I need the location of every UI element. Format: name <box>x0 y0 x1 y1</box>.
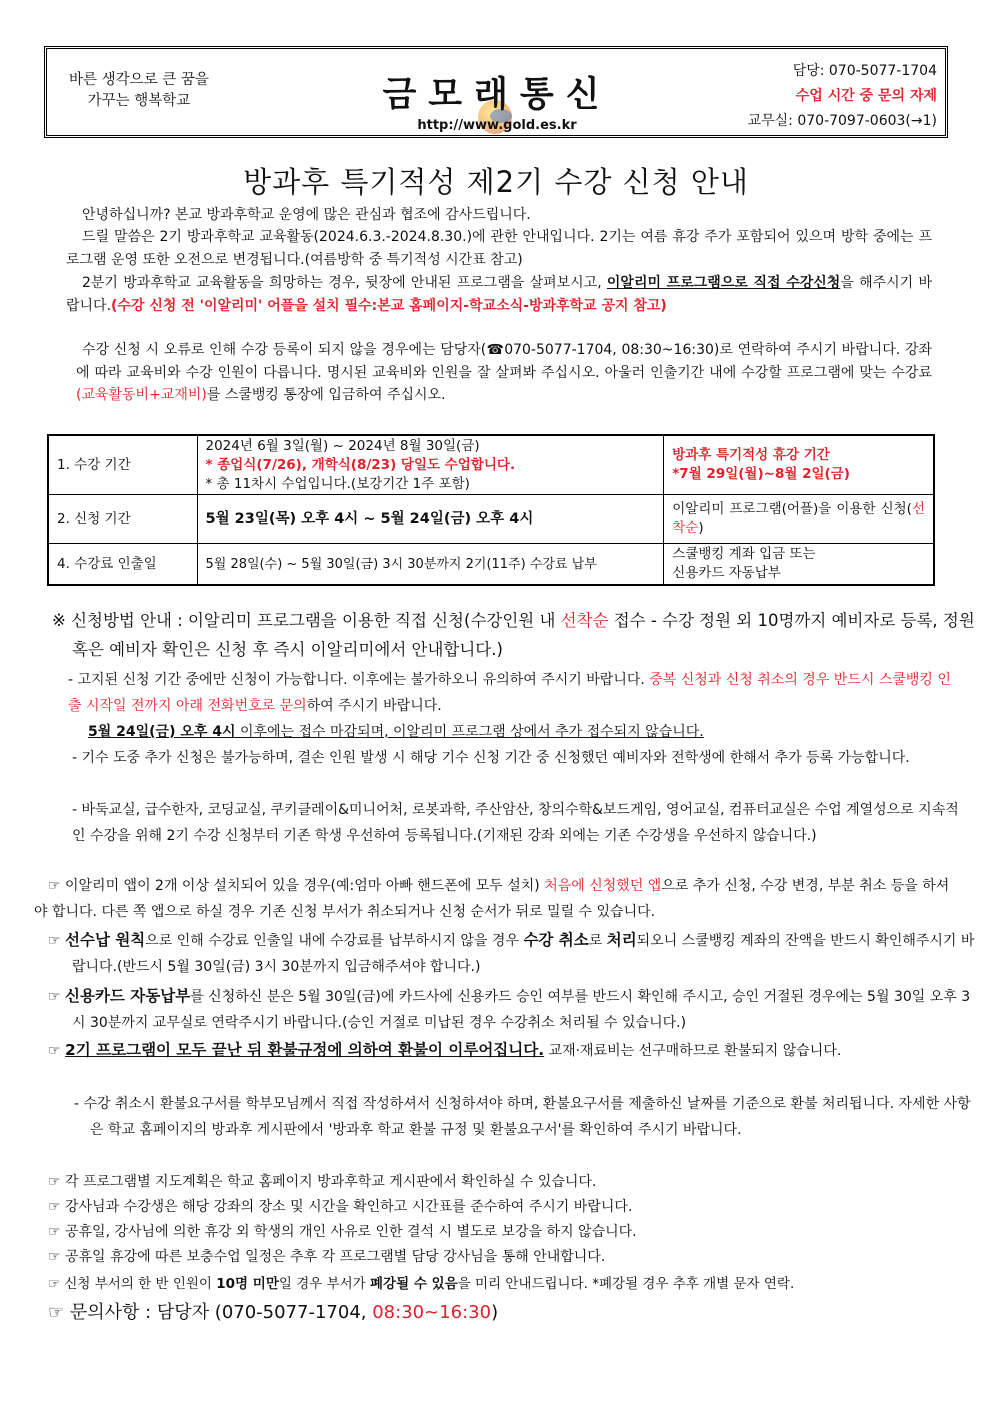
row1-period-dates: 2024년 6월 3일(월) ~ 2024년 8월 30일(금) <box>205 437 480 454</box>
note4-a: ☞ <box>48 1043 66 1059</box>
note10-c: 일 경우 부서가 <box>278 1276 371 1292</box>
note-absence: ☞ 공휴일, 강사님에 의한 휴강 외 학생의 개인 사유로 인한 결석 시 별도로 보강을 하지 않습니다. <box>48 1224 637 1240</box>
method-bullet-4: - 바둑교실, 급수한자, 코딩교실, 쿠키클레이&미니어처, 로봇과학, 주산암산, 창의수학&보드게임, 영어교실, 컴퓨터교실은 수업 계열성으로 지속적인 수강을 위해 2기 수강 신청부터 기존 학생 우선하여 등록됩니다.(기재된 강좌 외에는 기존 수강생을 우선하지 않습니다.) <box>72 802 959 844</box>
method-title <box>52 606 980 664</box>
contact-manager: 담당: 070-5077-1704 <box>792 63 937 79</box>
note1-c: 으로 추가 신청, 수강 변경, 부분 취소 등을 하셔야 합니다. 다른 쪽 앱으로 하실 경우 기존 신청 부서가 취소되거나 신청 순서가 뒤로 밀릴 수 있습니다. <box>34 878 950 920</box>
row3-label: 4. 수강료 인출일 <box>48 544 197 586</box>
note-refund-detail: - 수강 취소시 환불요구서를 학부모님께서 직접 작성하셔서 신청하셔야 하며, 환불요구서를 제출하신 날짜를 기준으로 환불 처리됩니다. 자세한 사항은 학교 홈페이지의 방과후 게시판에서 '방과후 학교 환불 규정 및 환불요구서'를 확인하여 주시기 바랍니다. <box>74 1096 971 1138</box>
school-slogan <box>59 70 219 112</box>
row3-method-line2: 신용카드 자동납부 <box>672 565 781 581</box>
method-bullet-2 <box>88 720 958 746</box>
method-bullet-1 <box>68 668 958 719</box>
note-credit-card <box>48 984 982 1036</box>
note3-c: 를 신청하신 분은 5월 30일(금)에 카드사에 신용카드 승인 여부를 반드시 확인해 주시고, 승인 거절된 경우에는 5월 30일 오후 3시 30분까지 교무실로 연락주시기 바랍니다.(승인 거절로 미납된 경우 수강취소 처리될 수 있습니다.) <box>72 989 971 1031</box>
row2-method <box>664 495 934 544</box>
newsletter-title: 금모래통신 <box>382 75 612 115</box>
method-title-b: 선착순 <box>560 611 609 630</box>
note11-c: ) <box>491 1302 499 1323</box>
note11-a: ☞ 문의사항 : 담당자 (070-5077-1704, <box>48 1302 373 1323</box>
document-title: 방과후 특기적성 제2기 수강 신청 안내 <box>243 165 749 199</box>
newsletter-header <box>44 46 948 138</box>
table-row <box>48 544 934 586</box>
slogan-line2: 가꾸는 행복학교 <box>87 93 191 109</box>
note2-a: ☞ <box>48 933 66 949</box>
row1-period-note2: * 총 11차시 수업입니다.(보강기간 1주 포함) <box>205 475 470 492</box>
row1-holiday-dates: *7월 29일(월)~8월 2일(금) <box>672 466 850 482</box>
row3-method-line1: 스쿨뱅킹 계좌 입금 또는 <box>672 546 816 562</box>
row1-holiday-title: 방과후 특기적성 휴강 기간 <box>672 447 830 463</box>
note4-b: 2기 프로그램이 모두 끝난 뒤 환불규정에 의하여 환불이 이루어집니다. <box>65 1041 545 1059</box>
method-b1-c: 하여 주시기 바랍니다. <box>306 697 442 714</box>
note-app-duplicate <box>34 874 960 925</box>
row2-period: 5월 23일(목) 오후 4시 ~ 5월 24일(금) 오후 4시 <box>197 495 664 544</box>
intro-p3-d: (수강 신청 전 '이알리미' 어플을 설치 필수:본교 홈페이지-학교소식-방과후학교 공지 참고) <box>111 297 667 314</box>
row2-method-a: 이알리미 프로그램(어플)을 이용한 신청( <box>672 501 912 517</box>
note2-g: 되오니 스쿨뱅킹 계좌의 잔액을 반드시 확인해주시기 바랍니다.(반드시 5월 30일(금) 3시 30분까지 입금해주셔야 합니다.) <box>72 933 975 975</box>
intro-p4-a: 수강 신청 시 오류로 인해 수강 등록이 되지 않을 경우에는 담당자(☎070-5077-1704, 08:30~16:30)로 연락하여 주시기 바랍니다. 강좌에 따라 교육비와 수강 인원이 다릅니다. 명시된 교육비와 인원을 잘 살펴봐 주십시오. 아울러 인출기간 내에 수강할 프로그램에 맞는 수강료 <box>76 342 932 381</box>
row1-label: 1. 수강 기간 <box>48 435 197 495</box>
note-closure <box>48 1272 958 1298</box>
note10-b: 10명 미만 <box>216 1276 279 1292</box>
intro-p4-c: 를 스쿨뱅킹 통장에 입금하여 주십시오. <box>206 387 446 403</box>
schedule-table <box>47 434 935 586</box>
intro-paragraph-3 <box>66 272 932 317</box>
method-b2-b: 이후에는 접수 마감되며, 이알리미 프로그램 상에서 추가 접수되지 않습니다. <box>235 724 704 740</box>
row1-period <box>197 435 664 495</box>
contact-warning: 수업 시간 중 문의 자제 <box>795 88 937 104</box>
note3-a: ☞ <box>48 989 66 1005</box>
note2-e: 로 <box>588 933 607 949</box>
row2-method-b: 선착순 <box>672 501 925 536</box>
intro-p3-a: 2분기 방과후학교 교육활동을 희망하는 경우, 뒷장에 안내된 프로그램을 살펴보시고, <box>82 275 607 291</box>
school-url[interactable]: http://www.gold.es.kr <box>417 118 577 133</box>
contact-info <box>748 59 937 134</box>
row2-method-c: ) <box>698 520 704 536</box>
method-b1-a: - 고지된 신청 기간 중에만 신청이 가능합니다. 이후에는 불가하오니 유의하여 주시기 바랍니다. <box>68 672 650 688</box>
note-makeup: ☞ 공휴일 휴강에 따른 보충수업 일정은 추후 각 프로그램별 담당 강사님을 통해 안내합니다. <box>48 1249 606 1265</box>
note1-b: 처음에 신청했던 앱 <box>544 878 662 894</box>
intro-paragraph-2: 드릴 말씀은 2기 방과후학교 교육활동(2024.6.3.-2024.8.30.)에 관한 안내입니다. 2기는 여름 휴강 주가 포함되어 있으며 방학 중에는 프로그램 운영 또한 오전으로 변경됩니다.(여름방학 중 특기적성 시간표 참고) <box>66 229 932 268</box>
note10-d: 폐강될 수 있음 <box>370 1276 458 1292</box>
note2-f: 처리 <box>606 931 637 949</box>
contact-office: 교무실: 070-7097-0603(→1) <box>747 113 937 129</box>
note1-a: ☞ 이알리미 앱이 2개 이상 설치되어 있을 경우(예:엄마 아빠 핸드폰에 모두 설치) <box>48 878 545 894</box>
intro-p3-b: 이알리미 프로그램으로 직접 수강신청 <box>606 275 841 291</box>
row3-method <box>664 544 934 586</box>
note-refund <box>34 1038 960 1065</box>
row2-label: 2. 신청 기간 <box>48 495 197 544</box>
note-inquiry <box>48 1298 958 1328</box>
intro-p4-b: (교육활동비+교재비) <box>76 387 207 403</box>
slogan-line1: 바른 생각으로 큰 꿈을 <box>69 72 209 88</box>
note2-b: 선수납 원칙 <box>65 931 146 949</box>
method-bullet-3: - 기수 도중 추가 신청은 불가능하며, 결손 인원 발생 시 해당 기수 신청 기간 중 신청했던 예비자와 전학생에 한해서 추가 등록 가능합니다. <box>72 750 910 766</box>
row3-period: 5월 28일(수) ~ 5월 30일(금) 3시 30분까지 2기(11주) 수강료 납부 <box>197 544 664 586</box>
intro-greeting: 안녕하십니까? 본교 방과후학교 운영에 많은 관심과 협조에 감사드립니다. <box>82 207 531 223</box>
intro-paragraph-4 <box>76 339 932 407</box>
note2-d: 수강 취소 <box>523 931 589 949</box>
row1-holiday <box>664 435 934 495</box>
note10-e: 을 미리 안내드립니다. *폐강될 경우 추후 개별 문자 연락. <box>457 1276 795 1292</box>
method-title-a: ※ 신청방법 안내 : 이알리미 프로그램을 이용한 직접 신청(수강인원 내 <box>52 611 561 630</box>
note10-a: ☞ 신청 부서의 한 반 인원이 <box>48 1276 217 1292</box>
note4-c: 교재·재료비는 선구매하므로 환불되지 않습니다. <box>544 1043 842 1059</box>
table-row <box>48 435 934 495</box>
intro-p3-c: 을 해주시기 바랍니다. <box>66 275 932 314</box>
row1-period-note1: * 종업식(7/26), 개학식(8/23) 당일도 수업합니다. <box>205 456 516 473</box>
note-program-plan: ☞ 각 프로그램별 지도계획은 학교 홈페이지 방과후학교 게시판에서 확인하실 수 있습니다. <box>48 1174 597 1190</box>
note2-c: 으로 인해 수강료 인출일 내에 수강료를 납부하시지 않을 경우 <box>145 933 524 949</box>
note3-b: 신용카드 자동납부 <box>65 987 191 1005</box>
method-title-c: 접수 - 수강 정원 외 10명까지 예비자로 등록, 정원 혹은 예비자 확인은 신청 후 즉시 이알리미에서 안내합니다.) <box>72 611 975 659</box>
note11-b: 08:30~16:30 <box>372 1302 492 1323</box>
note-schedule: ☞ 강사님과 수강생은 해당 강좌의 장소 및 시간을 확인하고 시간표를 준수하여 주시기 바랍니다. <box>48 1199 633 1215</box>
method-b1-b: 중복 신청과 신청 취소의 경우 반드시 스쿨뱅킹 인출 시작일 전까지 아래 전화번호로 문의 <box>68 672 951 714</box>
method-b2-a: 5월 24일(금) 오후 4시 <box>88 724 236 740</box>
table-row <box>48 495 934 544</box>
note-prepayment <box>48 928 982 980</box>
